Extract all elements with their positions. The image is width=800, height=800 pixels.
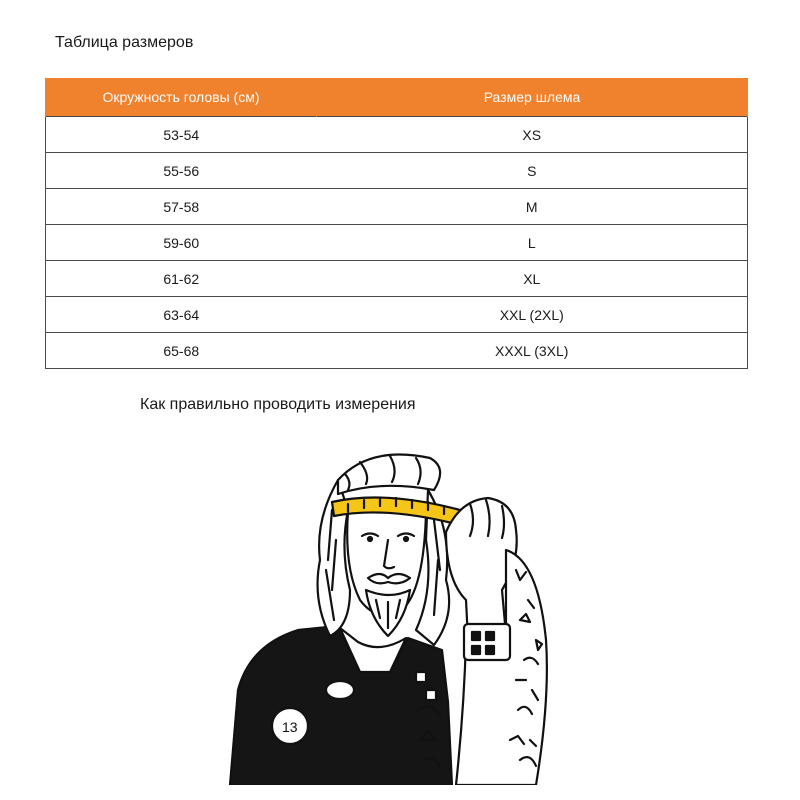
circumference-cell: 55-56 xyxy=(46,153,317,189)
table-row xyxy=(46,297,748,333)
vest-shape xyxy=(230,626,452,785)
helmet-size-cell: S xyxy=(317,153,748,189)
circumference-cell: 61-62 xyxy=(46,261,317,297)
circumference-cell: 57-58 xyxy=(46,189,317,225)
table-row xyxy=(46,153,748,189)
header-head-circumference: Окружность головы (см) xyxy=(46,78,317,117)
man-measuring-head-illustration xyxy=(220,440,570,785)
helmet-size-cell: M xyxy=(317,189,748,225)
circumference-cell: 65-68 xyxy=(46,333,317,369)
table-header-row xyxy=(46,78,748,117)
header-helmet-size: Размер шлема xyxy=(317,78,748,117)
table-row xyxy=(46,333,748,369)
table-row xyxy=(46,261,748,297)
circumference-cell: 53-54 xyxy=(46,117,317,153)
table-row xyxy=(46,117,748,153)
page-title: Таблица размеров xyxy=(55,34,194,51)
table-row xyxy=(46,225,748,261)
circumference-cell: 63-64 xyxy=(46,297,317,333)
helmet-size-cell: XXL (2XL) xyxy=(317,297,748,333)
measurement-instructions-title: Как правильно проводить измерения xyxy=(140,396,416,413)
vest-badge-number: 13 xyxy=(282,719,298,735)
helmet-size-cell: L xyxy=(317,225,748,261)
helmet-size-cell: XS xyxy=(317,117,748,153)
table-row xyxy=(46,189,748,225)
circumference-cell: 59-60 xyxy=(46,225,317,261)
helmet-size-cell: XL xyxy=(317,261,748,297)
helmet-size-cell: XXXL (3XL) xyxy=(317,333,748,369)
size-chart-table xyxy=(45,78,748,369)
